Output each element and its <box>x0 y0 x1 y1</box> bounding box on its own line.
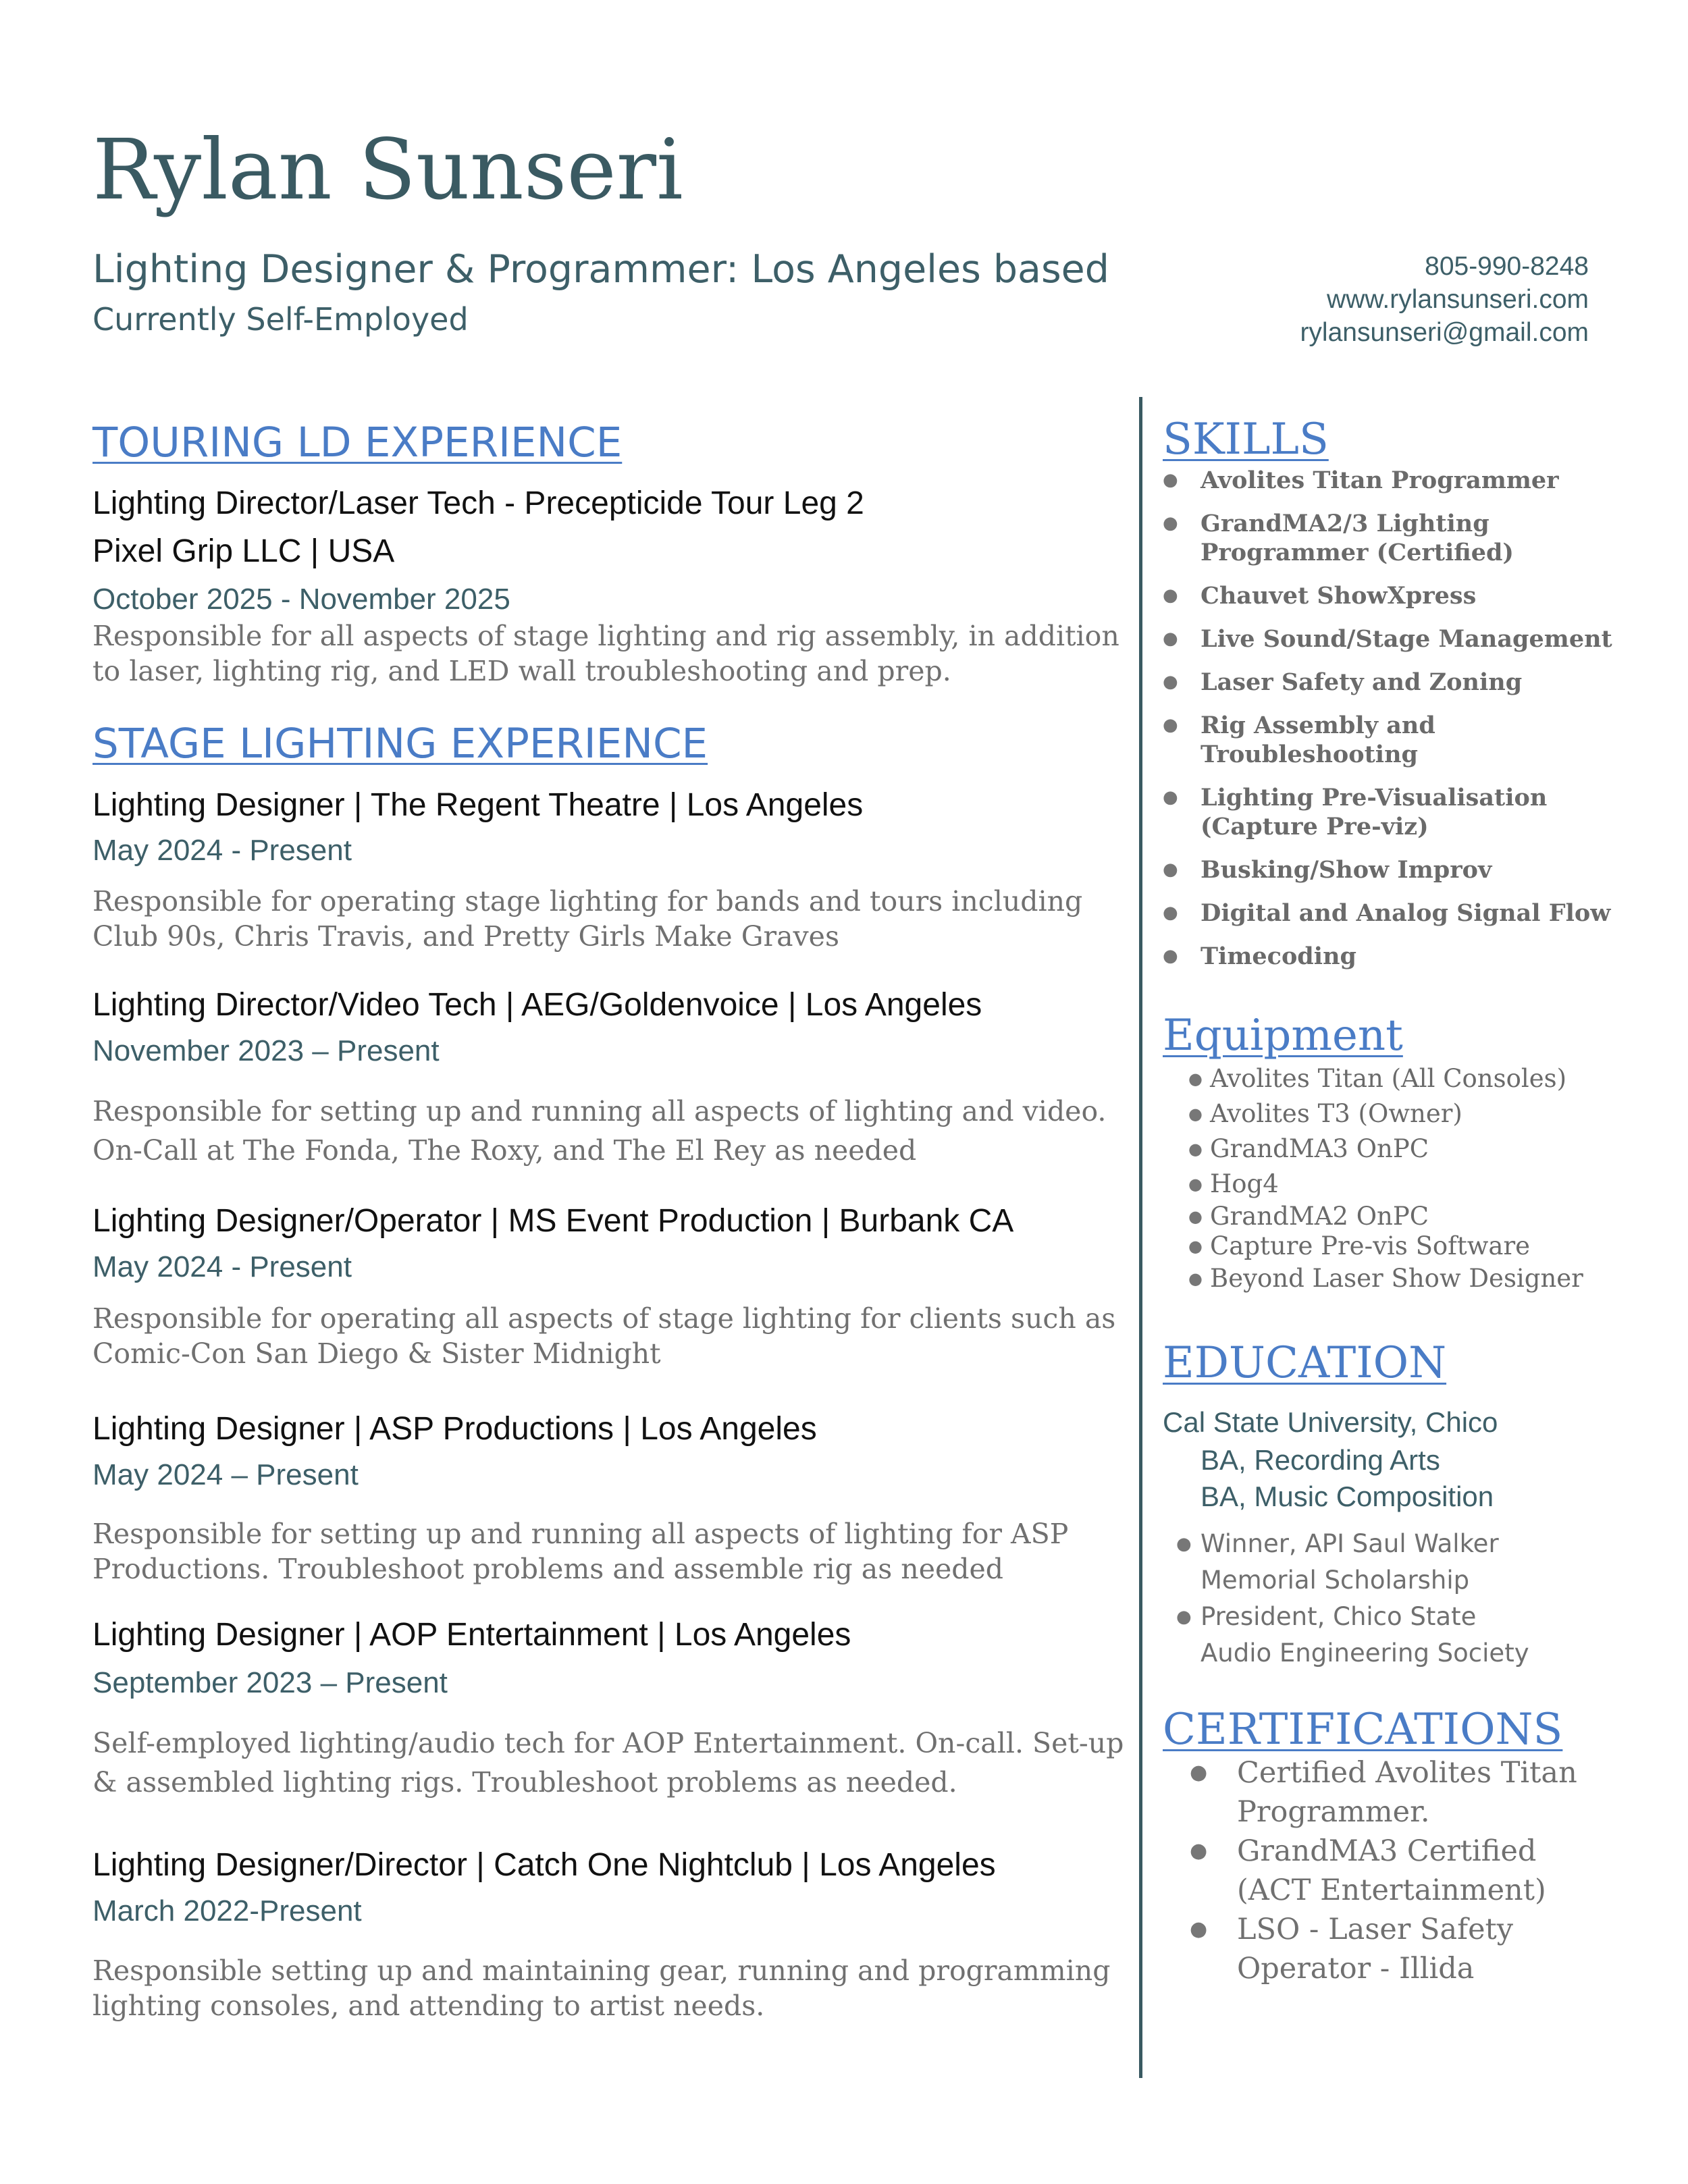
job-description: Responsible for setting up and running all aspects of lighting and video. On-Call at The Fonda, The Roxy, and The El Rey as needed <box>93 1095 1107 1167</box>
job-description: Responsible for operating stage lighting for bands and tours including Club 90s, Chris Travis, and Pretty Girls Make Graves <box>93 885 1083 953</box>
education-degree: BA, Music Composition <box>1201 1481 1494 1512</box>
equipment-list <box>1188 1061 1583 1296</box>
certifications-list <box>1190 1753 1595 1988</box>
list-item: ● Lighting Pre-Visualisation (Capture Pre-viz) <box>1163 783 1635 841</box>
list-item: ● Digital and Analog Signal Flow <box>1163 899 1635 928</box>
list-item: ● Beyond Laser Show Designer <box>1188 1261 1583 1296</box>
equipment-heading: Equipment <box>1163 1011 1403 1061</box>
touring-job-company: Pixel Grip LLC | USA <box>93 533 395 569</box>
job-title: Lighting Director/Video Tech | AEG/Goldenvoice | Los Angeles <box>93 987 982 1023</box>
candidate-name: Rylan Sunseri <box>93 122 683 219</box>
job-title: Lighting Designer | The Regent Theatre | Los Angeles <box>93 787 864 823</box>
list-item: ● President, Chico State Audio Engineering Society <box>1176 1599 1554 1672</box>
list-item: ● Avolites Titan (All Consoles) <box>1188 1061 1583 1096</box>
skills-heading: SKILLS <box>1163 415 1329 464</box>
certifications-heading: CERTIFICATIONS <box>1163 1705 1563 1755</box>
list-item: ● Busking/Show Improv <box>1163 855 1635 884</box>
touring-job-description: Responsible for all aspects of stage lighting and rig assembly, in addition to laser, lighting rig, and LED wall troubleshooting and prep. <box>93 620 1119 687</box>
employment-status: Currently Self-Employed <box>93 301 469 338</box>
education-degree: BA, Recording Arts <box>1201 1444 1440 1476</box>
list-item: ● Capture Pre-vis Software <box>1188 1231 1583 1261</box>
skills-list <box>1163 466 1635 985</box>
list-item: ● Rig Assembly and Troubleshooting <box>1163 711 1635 769</box>
list-item: ● Certified Avolites Titan Programmer. <box>1190 1753 1595 1832</box>
list-item: ● Timecoding <box>1163 942 1635 971</box>
job-description: Responsible setting up and maintaining gear, running and programming lighting consoles, and attending to artist needs. <box>93 1954 1111 2022</box>
touring-job-date: October 2025 - November 2025 <box>93 583 510 616</box>
job-title: Lighting Designer/Operator | MS Event Production | Burbank CA <box>93 1203 1014 1239</box>
email-link[interactable]: rylansunseri@gmail.com <box>1300 318 1589 347</box>
website-link[interactable]: www.rylansunseri.com <box>1327 285 1589 314</box>
job-headline: Lighting Designer & Programmer: Los Angeles based <box>93 247 1109 292</box>
column-divider <box>1139 397 1142 2078</box>
list-item: ● Avolites Titan Programmer <box>1163 466 1635 495</box>
job-description: Responsible for setting up and running all aspects of lighting for ASP Productions. Troubleshoot problems and assemble rig as needed <box>93 1518 1069 1585</box>
job-date: March 2022-Present <box>93 1894 362 1927</box>
job-date: May 2024 - Present <box>93 834 352 867</box>
list-item: ● Laser Safety and Zoning <box>1163 668 1635 697</box>
job-date: May 2024 – Present <box>93 1458 359 1491</box>
touring-section-heading: TOURING LD EXPERIENCE <box>93 419 623 467</box>
contact-block <box>1300 250 1589 349</box>
touring-job-title: Lighting Director/Laser Tech - Precepticide Tour Leg 2 <box>93 485 864 521</box>
education-heading: EDUCATION <box>1163 1338 1447 1388</box>
job-description: Responsible for operating all aspects of stage lighting for clients such as Comic-Con San Diego & Sister Midnight <box>93 1302 1116 1370</box>
list-item: ● GrandMA3 OnPC <box>1188 1131 1583 1167</box>
education-school: Cal State University, Chico <box>1163 1406 1498 1438</box>
job-date: May 2024 - Present <box>93 1250 352 1283</box>
job-date: November 2023 – Present <box>93 1034 440 1067</box>
list-item: ● Chauvet ShowXpress <box>1163 581 1635 610</box>
job-title: Lighting Designer | ASP Productions | Los Angeles <box>93 1411 817 1447</box>
list-item: ● Live Sound/Stage Management <box>1163 624 1635 654</box>
list-item: ● Avolites T3 (Owner) <box>1188 1096 1583 1131</box>
job-description: Self-employed lighting/audio tech for AOP Entertainment. On-call. Set-up & assembled lighting rigs. Troubleshoot problems as needed. <box>93 1727 1124 1799</box>
list-item: ● GrandMA2 OnPC <box>1188 1202 1583 1231</box>
list-item: ● Winner, API Saul Walker Memorial Scholarship <box>1176 1526 1554 1599</box>
list-item: ● GrandMA2/3 Lighting Programmer (Certified) <box>1163 509 1635 567</box>
stage-section-heading: STAGE LIGHTING EXPERIENCE <box>93 720 708 768</box>
phone-number: 805-990-8248 <box>1425 252 1589 281</box>
list-item: ● GrandMA3 Certified (ACT Entertainment) <box>1190 1832 1595 1910</box>
job-date: September 2023 – Present <box>93 1666 448 1699</box>
list-item: ● Hog4 <box>1188 1167 1583 1202</box>
list-item: ● LSO - Laser Safety Operator - Illida <box>1190 1910 1595 1988</box>
job-title: Lighting Designer/Director | Catch One Nightclub | Los Angeles <box>93 1847 996 1883</box>
education-awards <box>1176 1526 1554 1672</box>
job-title: Lighting Designer | AOP Entertainment | Los Angeles <box>93 1617 851 1653</box>
